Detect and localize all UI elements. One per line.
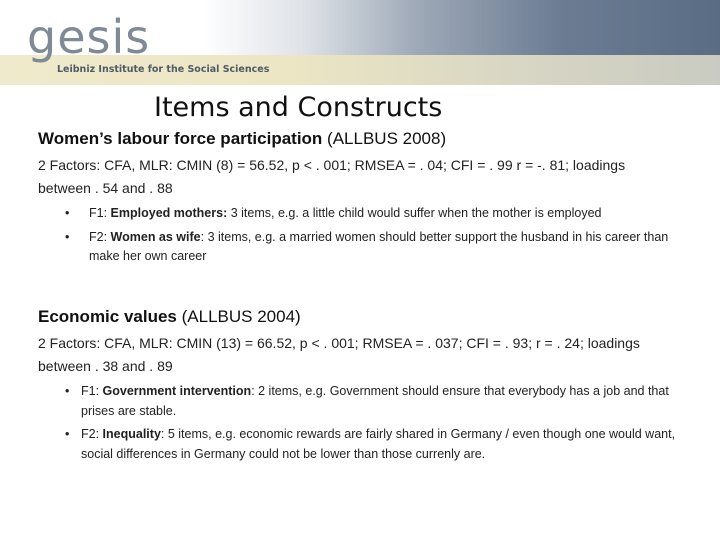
header-banner [0, 0, 720, 85]
bullet-dot: • [65, 229, 70, 244]
section-heading-bold: Economic values [38, 307, 177, 326]
bullet-label: Government intervention [102, 384, 252, 398]
section-heading-rest: (ALLBUS 2004) [176, 307, 301, 326]
bullet-item [38, 382, 678, 421]
bullet-item [38, 204, 678, 224]
bullet-item [38, 228, 678, 267]
bullet-label: Employed mothers: [110, 206, 228, 220]
slide-title: Items and Constructs [154, 92, 443, 123]
bullet-list [38, 382, 678, 464]
bullet-text: 3 items, e.g. a little child would suffer when the mother is employed [227, 206, 602, 220]
section-heading [38, 306, 678, 328]
bullet-dot: • [65, 206, 70, 220]
bullet-item [38, 425, 678, 464]
section-heading [38, 128, 678, 150]
bullet-text: : 5 items, e.g. economic rewards are fairly shared in Germany / even though one would want, social differences in Germany could not be lower than those currenly are. [81, 427, 676, 461]
bullet-prefix: F1: [89, 206, 111, 220]
bullet-label: Women as wife [110, 229, 201, 244]
bullet-dot: • [65, 427, 70, 441]
bullet-prefix: F1: [81, 384, 103, 398]
bullet-label: Inequality [102, 427, 161, 441]
logo-subtitle: Leibniz Institute for the Social Sciences [57, 64, 270, 75]
bullet-prefix: F2: [89, 229, 111, 244]
gesis-logo: gesis [27, 10, 151, 64]
section-description: 2 Factors: CFA, MLR: CMIN (13) = 66.52, p < . 001; RMSEA = . 037; CFI = . 93; r = . 24; loadings between . 38 and . 89 [38, 335, 640, 374]
section-description: 2 Factors: CFA, MLR: CMIN (8) = 56.52, p < . 001; RMSEA = . 04; CFI = . 99 r = -. 81; loadings between . 54 and . 88 [38, 157, 626, 196]
bullet-prefix: F2: [81, 427, 103, 441]
section-economic-values [38, 306, 678, 468]
section-womens-labour [38, 128, 678, 271]
bullet-list [38, 204, 678, 267]
bullet-text: : 2 items, e.g. Government should ensure that everybody has a job and that prises are stable. [81, 384, 669, 418]
bullet-dot: • [65, 384, 70, 398]
section-heading-rest: (ALLBUS 2008) [322, 129, 447, 148]
bullet-text: : 3 items, e.g. a married women should better support the husband in his career than make her own career [89, 229, 669, 263]
section-heading-bold: Women’s labour force participation [38, 129, 323, 148]
